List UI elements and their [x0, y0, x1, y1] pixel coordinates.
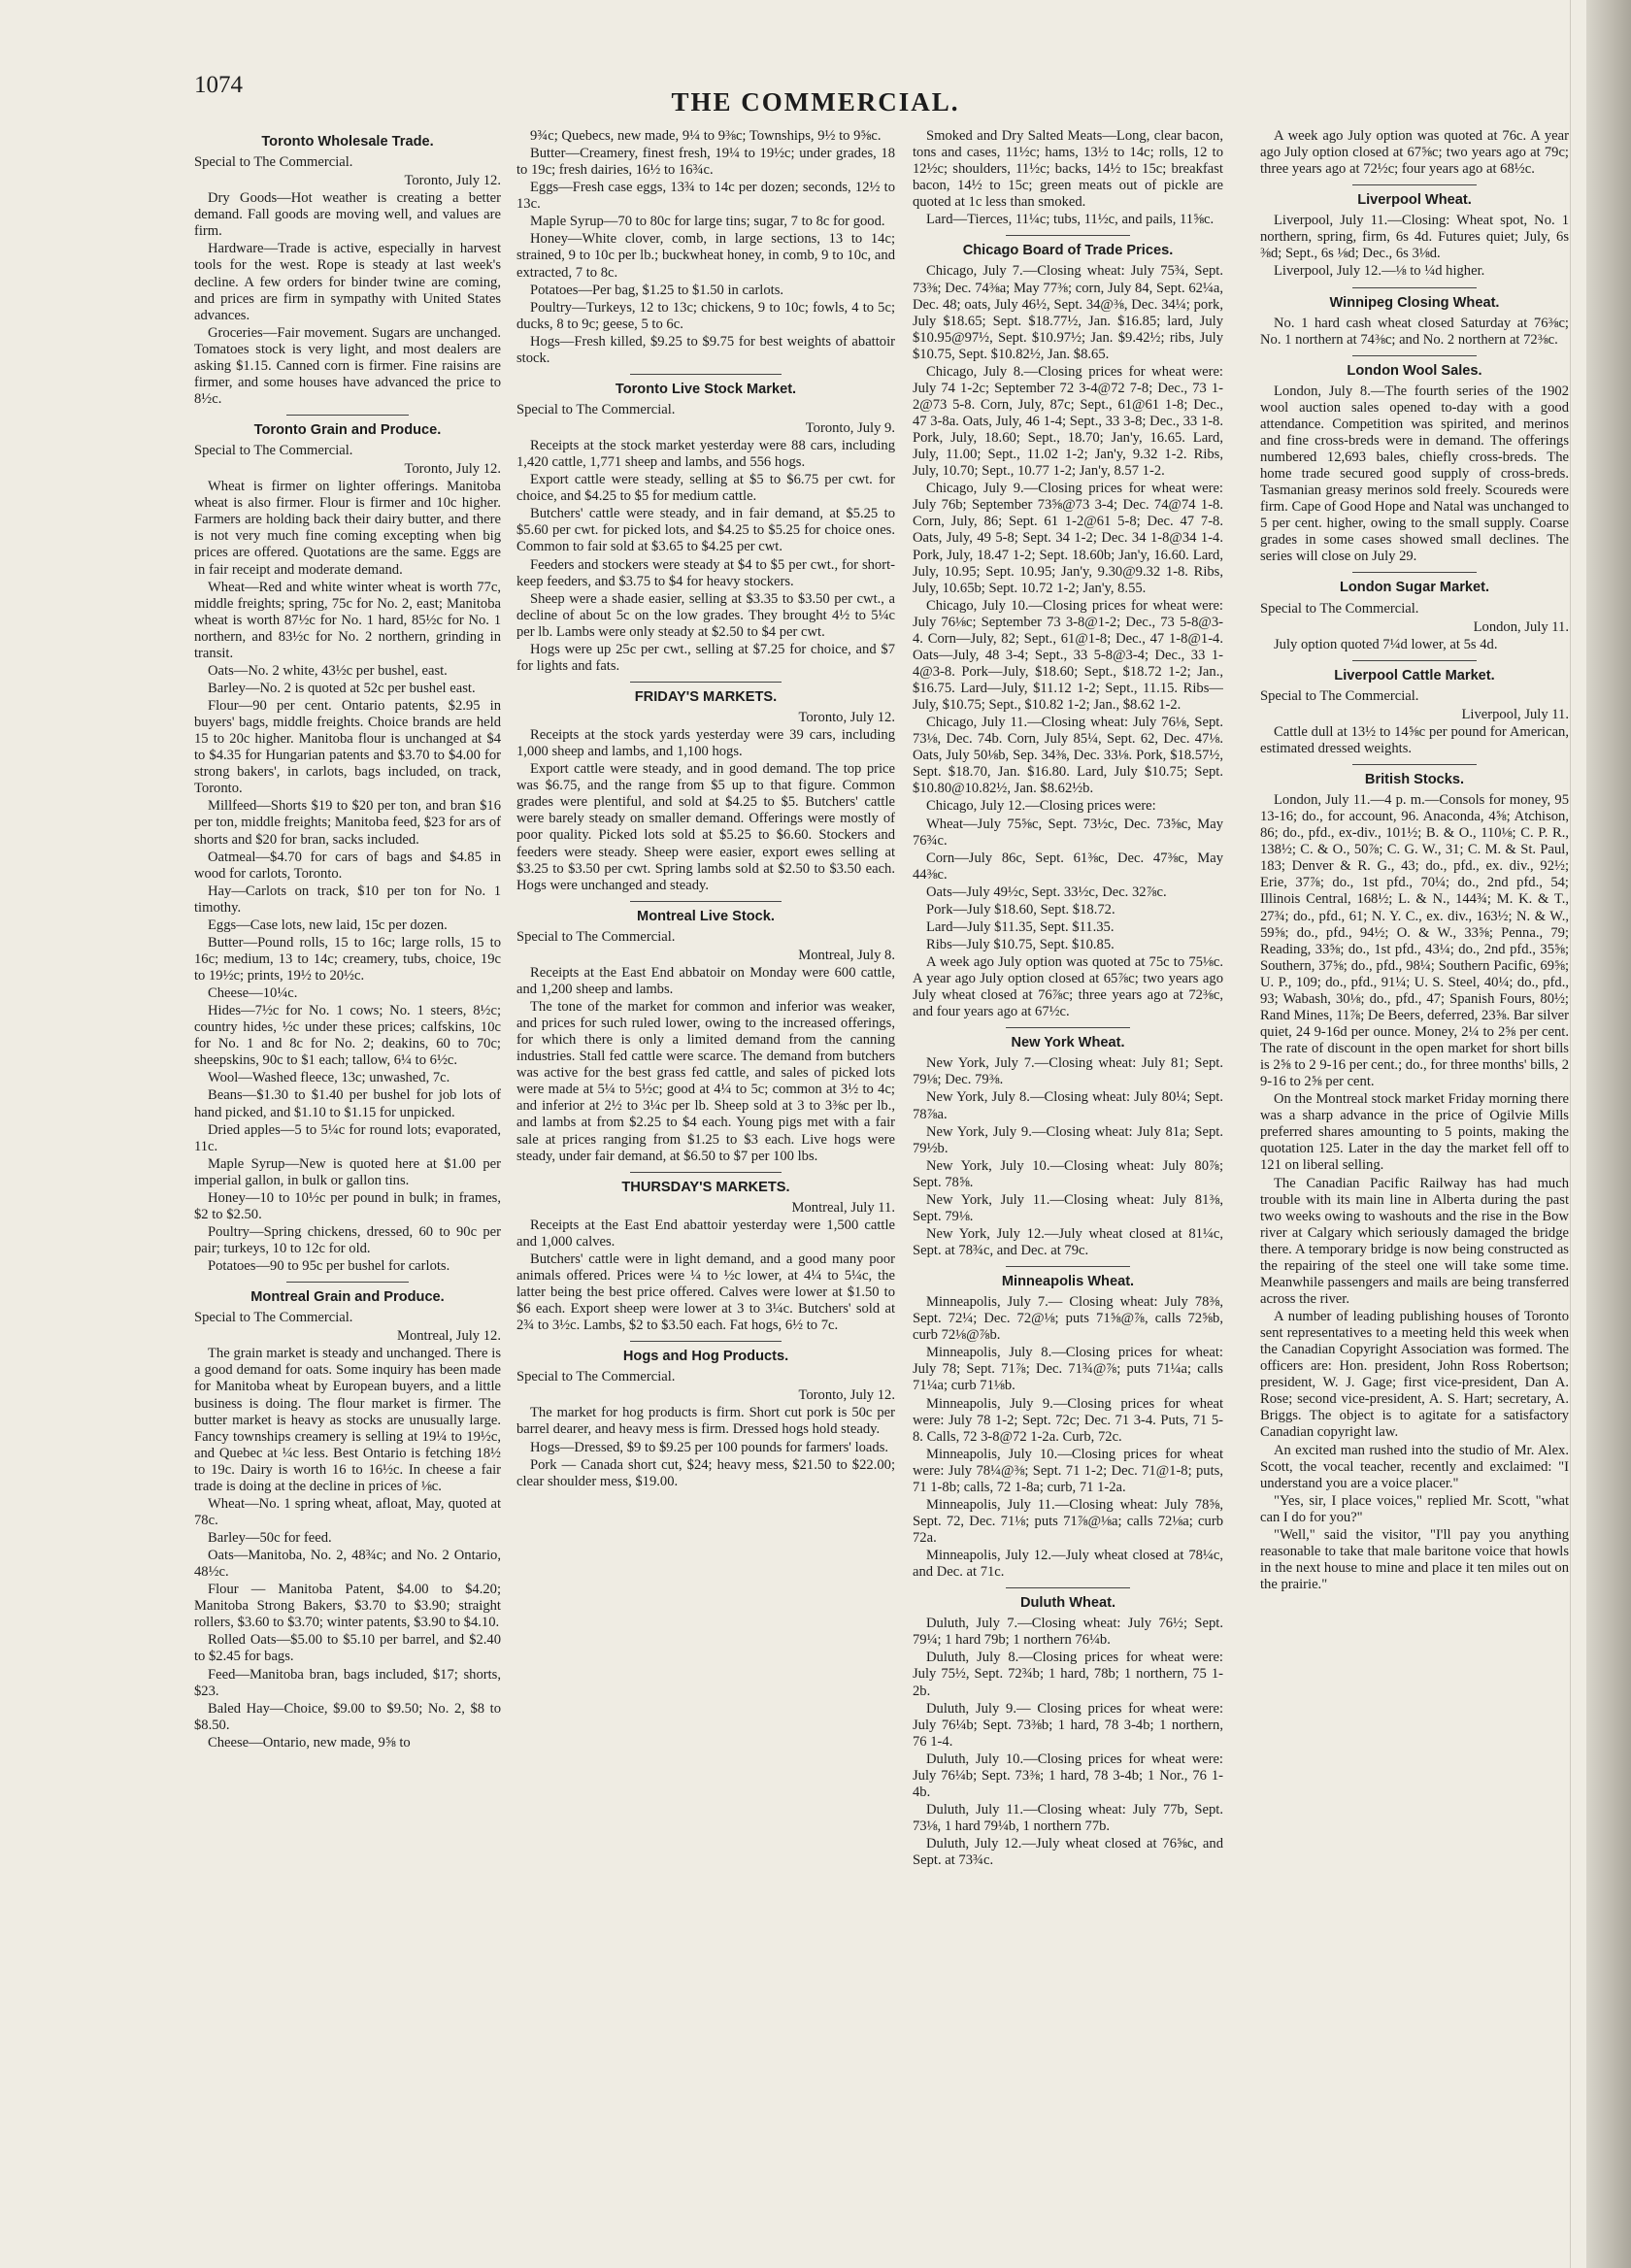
- article-paragraph: Receipts at the East End abattoir yesterday were 1,500 cattle and 1,000 calves.: [516, 1217, 895, 1250]
- article-heading: Montreal Live Stock.: [637, 908, 775, 924]
- article-paragraph: A week ago July option was quoted at 75c to 75⅛c. A year ago July option closed at 65⅞c; two years ago July wheat closed at 76⅞c; three years ago at 72⅜c, and four years ago at 67½c.: [913, 954, 1223, 1020]
- article-paragraph: Oats—No. 2 white, 43½c per bushel, east.: [208, 662, 448, 679]
- article-paragraph: Butchers' cattle were steady, and in fair demand, at $5.25 to $5.60 per cwt. for picked lots, and $4.25 to $5.25 for choice ones. Common to fair sold at $3.65 to $4.25 per cwt.: [516, 506, 895, 555]
- article-paragraph: London, July 8.—The fourth series of the 1902 wool auction sales opened to-day with a good attendance. Competition was spirited, and merinos and fine cross-breds were in demand. The offerings numbered 12,693 bales, chiefly cross-breds. The home trade secured good supply of cross-breds. Tasmanian greasy merinos sold freely. Scoureds were firm. Cape of Good Hope and Natal was unchanged to 5 per cent. higher, owing to the small supply. Coarse grades in some cases showed small declines. The series will close on July 29.: [1260, 383, 1569, 565]
- article-paragraph: Duluth, July 12.—July wheat closed at 76⅝c, and Sept. at 73¾c.: [913, 1836, 1223, 1869]
- article-paragraph: Minneapolis, July 12.—July wheat closed at 78¼c, and Dec. at 71c.: [913, 1548, 1223, 1581]
- article-heading: FRIDAY'S MARKETS.: [634, 688, 778, 705]
- article-paragraph: Receipts at the East End abbatoir on Monday were 600 cattle, and 1,200 sheep and lambs.: [516, 964, 895, 997]
- article-paragraph: Minneapolis, July 9.—Closing prices for wheat were: July 78 1-2; Sept. 72c; Dec. 71 3-4. Puts, 71 5-8. Calls, 72 3-8@72 1-2a. Curb, 72c.: [913, 1395, 1223, 1445]
- article-paragraph: Wheat is firmer on lighter offerings. Manitoba wheat is also firmer. Flour is firmer and 10c higher. Farmers are holding back their dairy butter, and there is not very much fine coming excepting when big prices are offered. Quotations are the same. Eggs are in fair receipt and moderate demand.: [194, 479, 501, 578]
- article-paragraph: The market for hog products is firm. Short cut pork is 50c per barrel dearer, and heavy mess is firm. Dressed hogs hold steady.: [516, 1405, 895, 1438]
- section-divider: [286, 1282, 409, 1283]
- article-paragraph: Duluth, July 9.— Closing prices for wheat were: July 76¼b; Sept. 73⅜b; 1 hard, 78 3-4b; 1 northern, 76 1-4.: [913, 1700, 1223, 1750]
- section-divider: [630, 1341, 782, 1342]
- article-paragraph: Toronto, July 12.: [798, 1387, 895, 1404]
- article-paragraph: Cheese—Ontario, new made, 9⅝ to: [208, 1734, 411, 1751]
- section-divider: [630, 374, 782, 375]
- article-paragraph: Hay—Carlots on track, $10 per ton for No. 1 timothy.: [194, 883, 501, 916]
- section-divider: [1006, 1587, 1130, 1588]
- article-paragraph: Duluth, July 11.—Closing wheat: July 77b, Sept. 73⅛, 1 hard 79¼b, 1 northern 77b.: [913, 1801, 1223, 1834]
- article-heading: British Stocks.: [1364, 772, 1465, 787]
- article-paragraph: Export cattle were steady, selling at $5 to $6.75 per cwt. for choice, and $4.25 to $5 for medium cattle.: [516, 472, 895, 505]
- article-paragraph: New York, July 12.—July wheat closed at 81¼c, Sept. at 78¾c, and Dec. at 79c.: [913, 1225, 1223, 1258]
- article-paragraph: Chicago, July 9.—Closing prices for wheat were: July 76b; September 73⅝@73 3-4; Dec. 74@74 1-8. Corn, July, 86; Sept. 61 1-2@61 5-8; Dec. 47 7-8. Oats, July, 49 5-8; Sept. 34 1-2; Dec. 34 1-8@34 1-4. Pork, July, 18.47 1-2; Sept. 18.60b; Jan'y, 16.60. Lard, July, 10.95; Sept. 10.95; Jan'y, 9.30@9.32 1-8. Ribs, July, 10.65b; Sept. 10.72 1-2; Jan'y, 8.55.: [913, 481, 1223, 596]
- article-paragraph: Minneapolis, July 7.— Closing wheat: July 78⅜, Sept. 72¼; Dec. 72@⅛; puts 71⅝@⅞, calls 72⅝b, curb 72⅛@⅞b.: [913, 1294, 1223, 1344]
- article-paragraph: Chicago, July 11.—Closing wheat: July 76⅛, Sept. 73⅛, Dec. 74b. Corn, July 85¼, Sept. 62, Dec. 47⅛. Oats, July 50⅛b, Sep. 34⅜, Dec. 33⅛. Pork, $18.57½, Sept. $18.70, Jan. $16.80. Lard, July $10.75; Sept. $10.80@10.82½, Jan. $8.62½b.: [913, 715, 1223, 797]
- article-paragraph: Lard—July $11.35, Sept. $11.35.: [926, 918, 1115, 935]
- section-divider: [1352, 764, 1476, 765]
- article-byline: Special to The Commercial.: [194, 1310, 353, 1326]
- section-divider: [286, 415, 409, 416]
- article-paragraph: Barley—No. 2 is quoted at 52c per bushel east.: [208, 680, 476, 696]
- article-paragraph: Poultry—Turkeys, 12 to 13c; chickens, 9 to 10c; fowls, 4 to 5c; ducks, 8 to 9c; geese, 5 to 6c.: [516, 299, 895, 332]
- section-divider: [630, 1172, 782, 1173]
- article-paragraph: July option quoted 7¼d lower, at 5s 4d.: [1274, 636, 1498, 652]
- article-byline: Special to The Commercial.: [516, 1369, 676, 1385]
- article-paragraph: Oats—Manitoba, No. 2, 48¾c; and No. 2 Ontario, 48½c.: [194, 1548, 501, 1581]
- article-paragraph: Feed—Manitoba bran, bags included, $17; shorts, $23.: [194, 1666, 501, 1699]
- article-paragraph: Toronto, July 12.: [798, 710, 895, 725]
- article-paragraph: Dry Goods—Hot weather is creating a better demand. Fall goods are moving well, and values are firm.: [194, 190, 501, 240]
- article-heading: Minneapolis Wheat.: [1001, 1274, 1135, 1290]
- article-paragraph: Flour — Manitoba Patent, $4.00 to $4.20; Manitoba Strong Bakers, $3.70 to $3.90; straight rollers, $3.60 to $3.70; winter patents, $3.90 to $4.10.: [194, 1582, 501, 1631]
- article-paragraph: No. 1 hard cash wheat closed Saturday at 76⅜c; No. 1 northern at 74⅜c; and No. 2 northern at 72⅜c.: [1260, 315, 1569, 348]
- article-paragraph: Lard—Tierces, 11¼c; tubs, 11½c, and pails, 11⅝c.: [926, 212, 1215, 228]
- article-paragraph: Hides—7½c for No. 1 cows; No. 1 steers, 8½c; country hides, ½c under these prices; calfskins, 10c for No. 1 and 8c for No. 2; deakins, 60 to 70c; sheepskins, 90c to $1 each; tallow, 6¼ to 6½c.: [194, 1003, 501, 1069]
- article-paragraph: The grain market is steady and unchanged. There is a good demand for oats. Some inquiry has been made for Manitoba wheat by European buyers, and a little business is doing. The flour market is firmer. The butter market is heavy as stocks are unusually large. Fancy townships creamery is selling at 19¼ to 19½c, and Quebec at ¼c less. Best Ontario is fetching 18½ to 19c. Dairy is worth 16 to 16½c. In cheese a fair trade is doing at the decline in prices of ⅛c.: [194, 1346, 501, 1494]
- article-paragraph: Butter—Creamery, finest fresh, 19¼ to 19½c; under grades, 18 to 19c; fresh dairies, 16½ to 16¾c.: [516, 146, 895, 179]
- article-paragraph: New York, July 9.—Closing wheat: July 81a; Sept. 79½b.: [913, 1123, 1223, 1156]
- article-paragraph: Millfeed—Shorts $19 to $20 per ton, and bran $16 per ton, middle freights; Manitoba feed, $23 for ars of shorts and $20 for bran, sacks included.: [194, 798, 501, 848]
- article-paragraph: Beans—$1.30 to $1.40 per bushel for job lots of hand picked, and $1.10 to $1.15 for unpicked.: [194, 1087, 501, 1120]
- article-paragraph: Maple Syrup—New is quoted here at $1.00 per imperial gallon, in bulk or gallon tins.: [194, 1155, 501, 1188]
- article-heading: Toronto Wholesale Trade.: [261, 134, 434, 150]
- article-paragraph: Duluth, July 7.—Closing wheat: July 76½; Sept. 79¼; 1 hard 79b; 1 northern 76¼b.: [913, 1616, 1223, 1649]
- article-heading: London Wool Sales.: [1347, 362, 1482, 379]
- article-paragraph: Chicago, July 7.—Closing wheat: July 75¾, Sept. 73⅜; Dec. 74⅜a; May 77⅜; corn, July 84, Sept. 62¼a, Dec. 48; oats, July 46½, Sept. 34@⅜, Dec. 34¼; pork, July $18.65; Sept. $18.77½, Jan. $16.85; lard, July $10.95@97½, Sept. $10.97½; Jan. $9.42½; ribs, July $10.75, Sept. $10.82½, Jan. $8.65.: [913, 263, 1223, 362]
- article-paragraph: The tone of the market for common and inferior was weaker, and prices for such ruled lower, owing to the increased offerings, for which there is only a limited demand from the canning industries. Stall fed cattle were scarce. The demand from butchers was active for the best grass fed cattle, and sales of picked lots were made at 5¼ to 5½c; good at 4¼ to 5c; common at 3½ to 4c; and inferior at 2½ to 3¼c per lb. Sheep sold at 3 to 3⅜c per lb., and lambs at from $2.25 to $4 each. Young pigs met with a fair sale at prices ranging from $1.25 to $3 each. Live hogs were steady, under fair demand, at $6.50 to $7 per 100 lbs.: [516, 999, 895, 1164]
- article-paragraph: London, July 11.: [1473, 618, 1569, 635]
- article-paragraph: New York, July 10.—Closing wheat: July 80⅞; Sept. 78⅝.: [913, 1157, 1223, 1190]
- section-divider: [630, 682, 782, 683]
- section-divider: [1006, 1266, 1130, 1267]
- article-paragraph: Potatoes—90 to 95c per bushel for carlots.: [208, 1258, 450, 1275]
- article-paragraph: Chicago, July 8.—Closing prices for wheat were: July 74 1-2c; September 72 3-4@72 7-8; Dec., 73 1-2@73 5-8. Corn, July, 87c; Sept., 61@61 1-8; Dec., 47 3-8a. Oats, July, 46 1-4; Sept., 33 3-8; Dec., 33 1-8. Pork, July, 18.60; Sept., 18.70; Jan'y, 16.65. Lard, July, 11.00; Sept., 11.02 1-2; Jan'y, 9.32 1-2. Ribs, July, 10.70; Sept., 10.77 1-2; Jan'y, 8.57 1-2.: [913, 363, 1223, 480]
- article-paragraph: Minneapolis, July 10.—Closing prices for wheat were: July 78¼@⅜; Sept. 71 1-2; Dec. 71@1-8; puts, 71 1-8b; calls, 72 1-8a; curb, 71 1-2a.: [913, 1446, 1223, 1495]
- column-4: [1260, 128, 1569, 2225]
- article-heading: New York Wheat.: [1011, 1035, 1125, 1051]
- section-divider: [1352, 355, 1476, 356]
- article-paragraph: Sheep were a shade easier, selling at $3.35 to $3.50 per cwt., a decline of about 5c on the low grades. They brought 4½ to 5¼c per lb. Lambs were only steady at $2.50 to $4 per cwt.: [516, 590, 895, 640]
- article-paragraph: Smoked and Dry Salted Meats—Long, clear bacon, tons and cases, 11½c; hams, 13½ to 14c; rolls, 12 to 12½c; shoulders, 11½c; backs, 14½ to 15c; breakfast bacon, 14½ to 15c; green meats out of pickle are quoted at 1c less than smoked.: [913, 128, 1223, 211]
- article-paragraph: Butter—Pound rolls, 15 to 16c; large rolls, 15 to 16c; medium, 13 to 14c; creamery, tubs, choice, 19c to 19½c; prints, 19½ to 20½c.: [194, 934, 501, 984]
- article-heading: Winnipeg Closing Wheat.: [1329, 294, 1500, 311]
- article-byline: Special to The Commercial.: [1260, 687, 1419, 704]
- article-paragraph: Hogs—Dressed, $9 to $9.25 per 100 pounds for farmers' loads.: [530, 1439, 889, 1455]
- article-paragraph: Eggs—Case lots, new laid, 15c per dozen.: [208, 917, 448, 933]
- section-divider: [1006, 235, 1130, 236]
- article-paragraph: "Yes, sir, I place voices," replied Mr. Scott, "what can I do for you?": [1260, 1492, 1569, 1525]
- section-divider: [1352, 287, 1476, 288]
- article-paragraph: Dried apples—5 to 5¼c for round lots; evaporated, 11c.: [194, 1121, 501, 1154]
- article-paragraph: Rolled Oats—$5.00 to $5.10 per barrel, and $2.40 to $2.45 for bags.: [194, 1632, 501, 1665]
- article-paragraph: Honey—White clover, comb, in large sections, 13 to 14c; strained, 9 to 10c per lb.; buckwheat honey, in comb, 9 to 10c, and extracted, 7 to 8c.: [516, 231, 895, 281]
- article-paragraph: Receipts at the stock yards yesterday were 39 cars, including 1,000 sheep and lambs, and 1,100 hogs.: [516, 727, 895, 760]
- article-paragraph: Toronto, July 12.: [404, 173, 501, 189]
- page-number: 1074: [194, 72, 243, 98]
- article-paragraph: Duluth, July 10.—Closing prices for wheat were: July 76¼b; Sept. 73⅜; 1 hard, 78 3-4b; 1 Nor., 76 1-4b.: [913, 1751, 1223, 1800]
- article-paragraph: Minneapolis, July 11.—Closing wheat: July 78⅝, Sept. 72, Dec. 71⅛; puts 71⅞@⅛a; calls 72⅛a; curb 72a.: [913, 1496, 1223, 1546]
- article-paragraph: Corn—July 86c, Sept. 61⅜c, Dec. 47⅜c, May 44⅜c.: [913, 850, 1223, 883]
- article-paragraph: Baled Hay—Choice, $9.00 to $9.50; No. 2, $8 to $8.50.: [194, 1700, 501, 1733]
- article-paragraph: Barley—50c for feed.: [208, 1530, 332, 1546]
- article-paragraph: Honey—10 to 10½c per pound in bulk; in frames, $2 to $2.50.: [194, 1189, 501, 1222]
- article-paragraph: A number of leading publishing houses of Toronto sent representatives to a meeting held this week when the Canadian Copyright Association was formed. The officers are: Hon. president, John Ross Robertson; president, W. J. Gage; first vice-president, Dan A. Rose; second vice-president, A. S. Hart; secretary, A. Briggs. The object is to agitate for a satisfactory Canadian copyright law.: [1260, 1309, 1569, 1441]
- article-paragraph: Toronto, July 9.: [805, 420, 895, 436]
- article-byline: Special to The Commercial.: [194, 443, 353, 459]
- article-paragraph: Eggs—Fresh case eggs, 13¾ to 14c per dozen; seconds, 12½ to 13c.: [516, 180, 895, 213]
- article-paragraph: Toronto, July 12.: [404, 461, 501, 478]
- column-2: [516, 128, 895, 2225]
- article-heading: Montreal Grain and Produce.: [250, 1289, 445, 1306]
- gutter-line: [1570, 0, 1571, 2268]
- article-paragraph: Cattle dull at 13½ to 14⅝c per pound for American, estimated dressed weights.: [1260, 723, 1569, 756]
- article-heading: Liverpool Cattle Market.: [1334, 667, 1495, 684]
- section-divider: [1352, 572, 1476, 573]
- article-paragraph: Receipts at the stock market yesterday were 88 cars, including 1,420 cattle, 1,771 sheep and lambs, and 556 hogs.: [516, 438, 895, 471]
- article-paragraph: New York, July 8.—Closing wheat: July 80¼; Sept. 78⅞a.: [913, 1089, 1223, 1122]
- article-paragraph: The Canadian Pacific Railway has had much trouble with its main line in Alberta during the past two weeks owing to washouts and the rise in the Bow river at Calgary which seriously damaged the bridge there. A temporary bridge is now being constructed as the repairing of the steel one will take some time. Meanwhile passengers and mails are being transferred across the river.: [1260, 1175, 1569, 1307]
- article-paragraph: Cheese—10¼c.: [208, 985, 298, 1002]
- section-divider: [1352, 660, 1476, 661]
- article-paragraph: Potatoes—Per bag, $1.25 to $1.50 in carlots.: [530, 282, 784, 298]
- article-paragraph: Wool—Washed fleece, 13c; unwashed, 7c.: [208, 1070, 450, 1086]
- article-paragraph: 9¾c; Quebecs, new made, 9¼ to 9⅜c; Townships, 9½ to 9⅝c.: [530, 128, 882, 144]
- article-heading: Hogs and Hog Products.: [622, 1349, 789, 1365]
- article-heading: Toronto Grain and Produce.: [253, 422, 442, 438]
- article-byline: Special to The Commercial.: [194, 154, 353, 171]
- article-byline: Special to The Commercial.: [516, 401, 676, 417]
- article-paragraph: Ribs—July $10.75, Sept. $10.85.: [926, 936, 1115, 952]
- article-paragraph: Pork—July $18.60, Sept. $18.72.: [926, 901, 1115, 917]
- article-paragraph: Liverpool, July 12.—⅛ to ¼d higher.: [1274, 263, 1485, 280]
- article-heading: THURSDAY'S MARKETS.: [621, 1179, 790, 1195]
- article-paragraph: Hardware—Trade is active, especially in harvest tools for the west. Rope is steady at last week's decline. A few orders for binder twine are coming, and prices are firm in sympathy with United States advances.: [194, 241, 501, 323]
- article-paragraph: Groceries—Fair movement. Sugars are unchanged. Tomatoes stock is very light, and most dealers are asking $1.15. Canned corn is firmer. Fine raisins are firmer, and some houses have advanced the price to 8½c.: [194, 324, 501, 407]
- article-paragraph: Butchers' cattle were in light demand, and a good many poor animals offered. Prices were ¼ to ½c lower, at 4¼ to 5¼c, the latter being the best price offered. Calves were lower at $1.50 to $6 each. Export sheep were lower at 3 to 3¼c. Butchers' sold at 2¾ to 3½c. Lambs, $2 to $3.50 each. Fat hogs, 6½ to 7c.: [516, 1251, 895, 1334]
- article-byline: Special to The Commercial.: [516, 928, 676, 945]
- article-heading: London Sugar Market.: [1339, 580, 1490, 596]
- article-paragraph: Feeders and stockers were steady at $4 to $5 per cwt., for short-keep feeders, and $3.75 to $4 for heavy stockers.: [516, 556, 895, 589]
- article-paragraph: Export cattle were steady, and in good demand. The top price was $6.75, and the range from $5 up to that figure. Common grades were plentiful, and sold at $4.25 to $5. Butchers' cattle were barely steady on smaller demand. Offerings were mostly of poor quality. Picked lots sold at $5.25 to $6.60. Stockers and feeders were steady. Sheep were easier, export ewes selling at $3.25 to $3.50 per cwt. Spring lambs sold at $2.50 to $3.50 each. Hogs were unchanged and steady.: [516, 761, 895, 893]
- page-binding-edge: [1586, 0, 1631, 2268]
- section-divider: [630, 901, 782, 902]
- article-paragraph: Wheat—No. 1 spring wheat, afloat, May, quoted at 78c.: [194, 1495, 501, 1528]
- article-paragraph: Montreal, July 11.: [791, 1199, 895, 1216]
- article-paragraph: Flour—90 per cent. Ontario patents, $2.95 in buyers' bags, middle freights. Choice brands are held 15 to 20c higher. Manitoba flour is unchanged at $4 to $4.35 for Hungarian patents and $3.70 to $4.00 for strong bakers', in carlots, bags included, on track, Toronto.: [194, 698, 501, 797]
- article-heading: Liverpool Wheat.: [1357, 192, 1472, 209]
- article-paragraph: Wheat—Red and white winter wheat is worth 77c, middle freights; spring, 75c for No. 2, east; Manitoba wheat is worth 87½c for No. 1 hard, 85½c for No. 1 northern, and 83½c for No. 2 northern, grinding in transit.: [194, 579, 501, 661]
- article-paragraph: Maple Syrup—70 to 80c for large tins; sugar, 7 to 8c for good.: [530, 214, 885, 230]
- article-paragraph: Poultry—Spring chickens, dressed, 60 to 90c per pair; turkeys, 10 to 12c for old.: [194, 1223, 501, 1256]
- section-divider: [1352, 184, 1476, 185]
- section-divider: [1006, 1027, 1130, 1028]
- article-heading: Chicago Board of Trade Prices.: [962, 243, 1174, 259]
- running-head: THE COMMERCIAL.: [671, 87, 960, 117]
- article-paragraph: Duluth, July 8.—Closing prices for wheat were: July 75½, Sept. 72¾b; 1 hard, 78b; 1 northern, 75 1-2b.: [913, 1650, 1223, 1699]
- article-paragraph: Pork — Canada short cut, $24; heavy mess, $21.50 to $22.00; clear shoulder mess, $19.00.: [516, 1456, 895, 1489]
- article-paragraph: Wheat—July 75⅝c, Sept. 73½c, Dec. 73⅝c, May 76¾c.: [913, 816, 1223, 849]
- article-paragraph: A week ago July option was quoted at 76c. A year ago July option closed at 67⅝c; two years ago at 79c; three years ago at 72½c; four years ago at 68½c.: [1260, 128, 1569, 178]
- article-paragraph: Montreal, July 12.: [396, 1328, 501, 1345]
- article-paragraph: London, July 11.—4 p. m.—Consols for money, 95 13-16; do., for account, 96. Anaconda, 4⅝; Atchison, 86; do., pfd., ex-div., 101½; B. & O., 110⅛; C. P. R., 138½; C. & O., 50⅞; C. G. W., 31; C. M. & St. Paul, 183; Denver & R. G., 43; do., pfd., ex. div., 92½; Erie, 37⅞; do., 1st pfd., 70¼; do., 2nd pfd., 54; Illinois Central, 168½; L. & N., 144¾; M. K. & T., 27¾; do., pfd., 61; N. Y. C., ex. div., 163½; N. & W., 59⅝; do., pfd., 94½; O. & W., 33⅝; Penna., 79; Reading, 33⅝; do., 1st pfd., 43¼; do., 2nd pfd., 35⅝; Southern, 37⅝; do., pfd., 98¼; Southern Pacific, 69⅝; U. P., 109; do., pfd., 91¼; U. S. Steel, 40¼; do., pfd., 93; Wabash, 30⅛; do., pfd., 47; Spanish Fours, 80½; Rand Mines, 11⅞; De Beers, deferred, 23⅝. Bar silver quiet, 24 9-16d per ounce. Money, 2¼ to 2⅝ per cent. The rate of discount in the open market for short bills is 2⅝ to 2 9-16 per cent.; do., for three months' bills, 2 9-16 to 2⅝ per cent.: [1260, 792, 1569, 1090]
- article-paragraph: Liverpool, July 11.—Closing: Wheat spot, No. 1 northern, spring, firm, 6s 4d. Futures quiet; July, 6s ⅜d; Sept., 6s ⅛d; Dec., 6s 3⅛d.: [1260, 213, 1569, 262]
- article-paragraph: An excited man rushed into the studio of Mr. Alex. Scott, the vocal teacher, recently and exclaimed: "I understand you are a voice placer.": [1260, 1442, 1569, 1491]
- article-heading: Duluth Wheat.: [1019, 1595, 1116, 1612]
- article-paragraph: New York, July 11.—Closing wheat: July 81⅜, Sept. 79⅛.: [913, 1191, 1223, 1224]
- article-heading: Toronto Live Stock Market.: [615, 381, 797, 397]
- article-byline: Special to The Commercial.: [1260, 600, 1419, 617]
- article-paragraph: Montreal, July 8.: [798, 947, 895, 963]
- article-paragraph: On the Montreal stock market Friday morning there was a sharp advance in the price of Ogilvie Mills preferred shares amounting to 5 points, making the quotation 125. Later in the day the market fell off to 121 on liberal selling.: [1260, 1091, 1569, 1174]
- column-1: [194, 128, 501, 2225]
- article-paragraph: New York, July 7.—Closing wheat: July 81; Sept. 79⅛; Dec. 79⅜.: [913, 1055, 1223, 1088]
- column-3: [913, 128, 1223, 2225]
- article-paragraph: "Well," said the visitor, "I'll pay you anything reasonable to take that male baritone voice that howls in the next house to mine and place it ten miles out on the prairie.": [1260, 1526, 1569, 1592]
- article-paragraph: Hogs—Fresh killed, $9.25 to $9.75 for best weights of abattoir stock.: [516, 333, 895, 366]
- article-paragraph: Chicago, July 12.—Closing prices were:: [926, 798, 1156, 815]
- article-paragraph: Hogs were up 25c per cwt., selling at $7.25 for choice, and $7 for lights and fats.: [516, 641, 895, 674]
- article-paragraph: Oatmeal—$4.70 for cars of bags and $4.85 in wood for carlots, Toronto.: [194, 849, 501, 882]
- article-paragraph: Oats—July 49½c, Sept. 33½c, Dec. 32⅞c.: [926, 884, 1167, 900]
- article-paragraph: Minneapolis, July 8.—Closing prices for wheat: July 78; Sept. 71⅞; Dec. 71¾@⅞; puts 71¼a; calls 71¼a; curb 71⅛b.: [913, 1345, 1223, 1394]
- article-paragraph: Liverpool, July 11.: [1461, 706, 1569, 722]
- article-paragraph: Chicago, July 10.—Closing prices for wheat were: July 76⅛c; September 73 3-8@1-2; Dec., 73 5-8@3-4. Corn—July, 82; Sept., 61@1-8; Dec., 47 1-8@1-4. Oats—July, 48 3-4; Sept., 33 5-8@3-4; Dec., 33 1-4@3-8. Pork—July, $18.60; Sept., $18.72 1-2; Jan., $16.75. Lard—July, $11.12 1-2; Sept., 11.15. Ribs—July, $10.75; Sept., $10.82 1-2; Jan., $8.62 1-2.: [913, 597, 1223, 714]
